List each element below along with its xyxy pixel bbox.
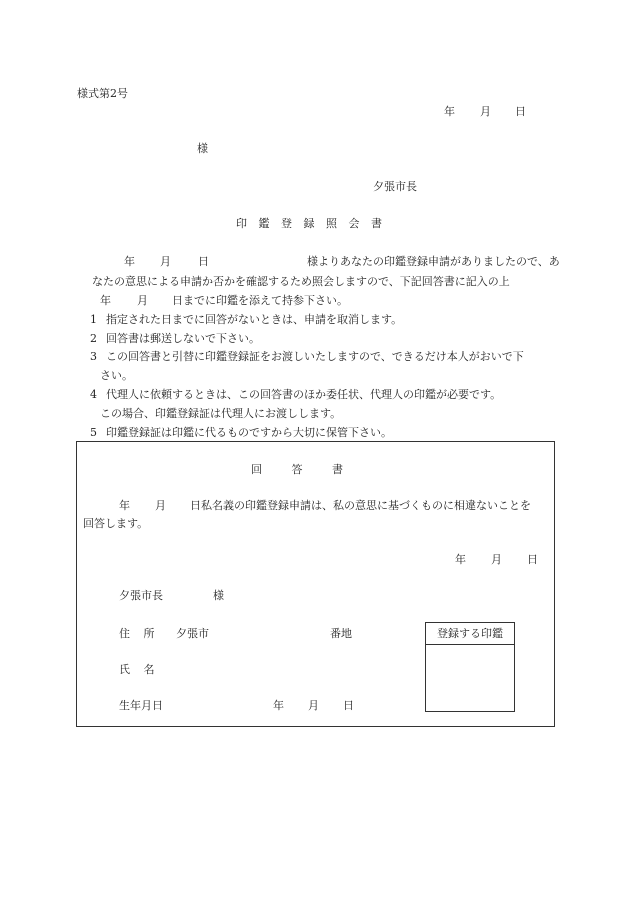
note-number: 4 [90, 388, 97, 401]
birthdate-year: 年 [273, 699, 284, 712]
note-number: 3 [90, 350, 97, 363]
name-label: 氏 名 [119, 663, 155, 676]
birthdate-month: 月 [308, 699, 319, 712]
reply-date-year: 年 [455, 553, 466, 566]
body-line1-text: 様よりあなたの印鑑登録申請がありましたので、あ [307, 255, 560, 268]
reply-recipient-honorific: 様 [213, 589, 224, 602]
registered-seal-label: 登録する印鑑 [426, 623, 514, 645]
reply-statement-text: 日私名義の印鑑登録申請は、私の意思に基づくものに相違ないことを [190, 499, 531, 512]
address-city: 夕張市 [176, 627, 209, 640]
body-month: 月 [160, 255, 171, 268]
note-text: 代理人に依頼するときは、この回答書のほか委任状、代理人の印鑑が必要です。 [106, 388, 502, 401]
body-day: 日 [198, 255, 209, 268]
reply-date-month: 月 [491, 553, 502, 566]
note-continuation: さい。 [100, 369, 133, 382]
address-suffix: 番地 [330, 627, 352, 640]
registered-seal-box [425, 622, 515, 712]
note-text: 印鑑登録証は印鑑に代るものですから大切に保管下さい。 [106, 426, 392, 439]
note-text: この回答書と引替に印鑑登録証をお渡しいたしますので、できるだけ本人がおいで下 [106, 350, 524, 363]
note-number: 2 [90, 332, 97, 345]
reply-title: 回 答 書 [251, 463, 343, 476]
form-number: 様式第2号 [77, 87, 128, 100]
body-deadline-year: 年 [100, 294, 111, 307]
note-continuation: この場合、印鑑登録証は代理人にお渡しします。 [100, 407, 342, 420]
note-number: 5 [90, 426, 97, 439]
addressee-honorific: 様 [197, 142, 208, 155]
reply-recipient-name: 夕張市長 [119, 589, 163, 602]
header-date-year: 年 [444, 105, 455, 118]
body-year: 年 [124, 255, 135, 268]
page-title: 印 鑑 登 録 照 会 書 [236, 217, 382, 230]
reply-statement-year: 年 [119, 499, 130, 512]
note-number: 1 [90, 313, 97, 326]
reply-statement-month: 月 [155, 499, 166, 512]
reply-date-day: 日 [527, 553, 538, 566]
body-line3-text: 日までに印鑑を添えて持参下さい。 [172, 294, 348, 307]
header-date-day: 日 [515, 105, 526, 118]
header-date-month: 月 [480, 105, 491, 118]
body-line2: なたの意思による申請か否かを確認するため照会しますので、下記回答書に記入の上 [92, 275, 510, 288]
note-text: 指定された日までに回答がないときは、申請を取消します。 [106, 313, 403, 326]
note-text: 回答書は郵送しないで下さい。 [106, 332, 260, 345]
body-deadline-month: 月 [137, 294, 148, 307]
sender: 夕張市長 [373, 180, 417, 193]
birthdate-day: 日 [343, 699, 354, 712]
reply-statement-line2: 回答します。 [83, 517, 149, 530]
birthdate-label: 生年月日 [119, 699, 163, 712]
address-label: 住 所 [119, 627, 155, 640]
